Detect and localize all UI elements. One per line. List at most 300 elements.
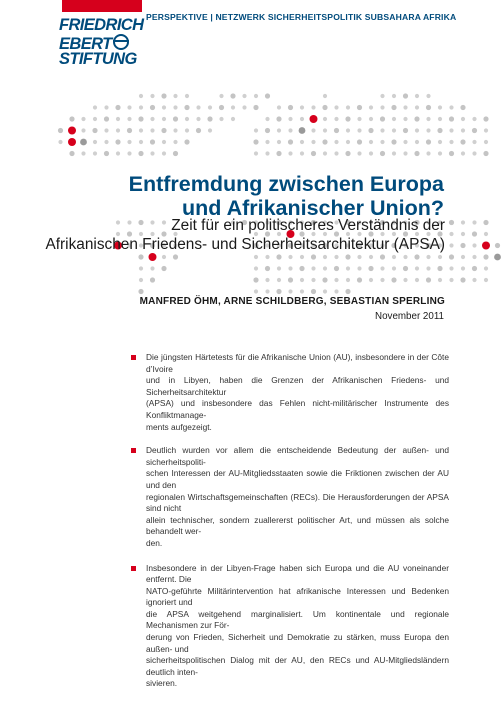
map-dot <box>219 117 223 121</box>
map-dot <box>403 140 407 144</box>
map-dot <box>438 278 442 282</box>
map-dot <box>150 105 155 110</box>
map-dot <box>92 128 97 133</box>
map-dot <box>162 151 166 155</box>
map-dot <box>323 94 327 98</box>
map-dot <box>93 140 97 144</box>
map-dot <box>299 266 304 271</box>
map-dot <box>162 255 166 259</box>
map-dot <box>138 116 143 121</box>
map-dot <box>161 266 166 271</box>
map-dot <box>414 116 419 121</box>
bullet-square-icon <box>131 448 136 453</box>
map-dot <box>357 105 362 110</box>
map-dot <box>403 266 408 271</box>
map-dot <box>173 254 178 259</box>
bullet-line: Deutlich wurden vor allem die entscheidende Bedeutung der außen- und sicherheitspoliti- <box>146 445 449 467</box>
map-dot <box>472 266 477 271</box>
map-dot-red <box>482 242 490 250</box>
map-dot <box>150 277 155 282</box>
bullet-line: und in Libyen, haben die Grenzen der Afrikanischen Friedens- und Sicherheitsarchitektur <box>146 375 449 397</box>
map-dot <box>58 140 62 144</box>
map-dot <box>93 151 97 155</box>
subtitle-line-1: Zeit für ein politischeres Verständnis der <box>171 217 445 234</box>
map-dot <box>219 105 224 110</box>
map-dot <box>277 128 281 132</box>
map-dot <box>173 128 177 132</box>
map-dot <box>391 139 396 144</box>
map-dot <box>277 140 281 144</box>
map-dot <box>472 128 477 133</box>
map-dot <box>265 140 269 144</box>
map-dot <box>104 105 108 109</box>
map-dot <box>426 139 431 144</box>
map-dot <box>288 139 293 144</box>
map-dot <box>449 232 453 236</box>
map-dot <box>139 128 143 132</box>
map-dot <box>265 289 269 293</box>
map-dot <box>116 117 120 121</box>
map-dot <box>69 151 74 156</box>
map-dot <box>196 117 200 121</box>
map-dot <box>426 277 431 282</box>
map-dot <box>173 116 178 121</box>
map-dot <box>461 266 465 270</box>
map-dot <box>173 105 177 109</box>
map-dot <box>449 254 454 259</box>
map-dot <box>254 94 258 98</box>
map-dot <box>461 232 465 236</box>
map-dot <box>380 266 384 270</box>
map-dot <box>391 277 396 282</box>
map-dot <box>461 117 465 121</box>
map-dot <box>426 151 430 155</box>
bullet-item <box>131 445 449 549</box>
map-dot <box>380 140 384 144</box>
map-dot <box>449 105 453 109</box>
map-dot <box>449 266 453 270</box>
map-dot <box>345 151 350 156</box>
logo-line-1: FRIEDRICH <box>59 16 144 34</box>
map-dot <box>254 266 258 270</box>
authors: MANFRED ÖHM, ARNE SCHILDBERG, SEBASTIAN SPERLING <box>139 296 445 307</box>
logo-line-2: EBERT <box>59 34 112 53</box>
map-dot <box>322 105 327 110</box>
map-dot <box>392 94 396 98</box>
map-dot <box>138 289 143 294</box>
map-dot <box>369 140 373 144</box>
map-dot <box>300 117 304 121</box>
map-dot <box>288 255 292 259</box>
map-dot <box>185 128 189 132</box>
map-dot <box>253 105 258 110</box>
map-dot <box>415 94 419 98</box>
map-dot <box>484 278 488 282</box>
map-dot <box>139 105 143 109</box>
map-dot <box>461 255 465 259</box>
map-dot <box>460 277 465 282</box>
map-dot <box>208 105 212 109</box>
series-title: PERSPEKTIVE | NETZWERK SICHERHEITSPOLITIK SUBSAHARA AFRIKA <box>146 12 457 22</box>
bullet-line: Die jüngsten Härtetests für die Afrikanische Union (AU), insbesondere in der Côte d’Ivoire <box>146 352 449 374</box>
map-dot <box>69 116 74 121</box>
title-line-2: und Afrikanischer Union? <box>182 196 444 220</box>
map-dot <box>323 266 327 270</box>
map-dot <box>334 266 339 271</box>
map-dot <box>438 255 442 259</box>
map-dot <box>334 255 338 259</box>
map-dot <box>231 105 235 109</box>
map-dot <box>150 266 154 270</box>
bullet-line: die APSA weitgehend marginalisiert. Um kontinentale und regionale Mechanismen zur För- <box>146 608 449 631</box>
map-dot <box>300 140 304 144</box>
map-dot <box>104 116 109 121</box>
map-dot <box>139 140 143 144</box>
map-dot <box>472 243 476 247</box>
map-dot <box>346 278 350 282</box>
map-dot-red <box>310 115 318 123</box>
map-dot <box>415 278 419 282</box>
map-dot <box>345 116 350 121</box>
map-dot <box>104 151 109 156</box>
map-dot <box>357 266 361 270</box>
map-dot <box>392 128 396 132</box>
map-dot <box>484 266 488 270</box>
summary-bullets <box>131 352 449 690</box>
map-dot <box>219 94 223 98</box>
map-dot <box>127 151 131 155</box>
map-dot <box>104 128 108 132</box>
map-dot <box>311 151 316 156</box>
map-dot <box>207 116 212 121</box>
map-dot <box>139 94 143 98</box>
map-dot <box>173 140 177 144</box>
map-dot <box>345 254 350 259</box>
map-dot <box>311 278 315 282</box>
map-dot <box>334 278 338 282</box>
map-dot <box>184 139 189 144</box>
map-dot <box>392 255 396 259</box>
map-dot <box>311 266 315 270</box>
map-dot <box>392 117 396 121</box>
map-dot <box>461 128 465 132</box>
map-dot <box>288 105 293 110</box>
map-dot <box>138 254 143 259</box>
title-line-1: Entfremdung zwischen Europa <box>128 172 444 196</box>
map-dot <box>81 117 85 121</box>
map-dot <box>426 255 430 259</box>
map-dot <box>369 255 373 259</box>
bullet-line: sicherheitspolitischen Dialog mit der AU, den RECs und AU-Mitgliedsländern deutlich inten- <box>146 655 449 677</box>
map-dot <box>161 128 166 133</box>
map-dot <box>276 254 281 259</box>
map-dot <box>265 128 270 133</box>
map-dot <box>461 151 465 155</box>
map-dot <box>391 105 396 110</box>
map-dot <box>311 254 316 259</box>
bullet-line: schen Interessen der AU-Mitgliedsstaaten sowie die Friktionen zwischen der AU und den <box>146 468 449 490</box>
map-dot <box>150 139 155 144</box>
map-dot <box>311 128 315 132</box>
map-dot <box>288 277 293 282</box>
map-dot <box>253 277 258 282</box>
map-dot <box>116 151 120 155</box>
map-dot <box>460 243 465 248</box>
map-dot <box>265 151 269 155</box>
map-dot <box>288 117 292 121</box>
map-dot <box>449 220 454 225</box>
map-dot <box>438 105 442 109</box>
map-dot <box>208 128 212 132</box>
map-dot <box>472 117 476 121</box>
map-dot <box>162 140 166 144</box>
map-dot <box>369 151 373 155</box>
map-dot-red <box>68 138 76 146</box>
bullet-item <box>131 352 449 433</box>
bullet-line: regionalen Wirtschaftsgemeinschaften (RECs). Die Herausforderungen der APSA sind nicht <box>146 491 449 514</box>
map-dot <box>162 117 166 121</box>
map-dot <box>403 151 407 155</box>
map-dot <box>426 266 430 270</box>
map-dot <box>323 255 327 259</box>
map-dot <box>380 128 384 132</box>
logo-line-3: STIFTUNG <box>59 50 137 68</box>
map-dot <box>300 255 304 259</box>
map-dot <box>288 151 292 155</box>
bullet-line: ments aufgezeigt. <box>146 421 212 432</box>
fes-logo <box>59 18 149 74</box>
map-dot <box>334 117 338 121</box>
map-dot <box>288 128 292 132</box>
map-dot <box>461 220 465 224</box>
map-dot <box>161 93 166 98</box>
map-dot <box>380 151 385 156</box>
map-dot <box>449 128 453 132</box>
map-dot <box>334 128 339 133</box>
map-dot <box>437 128 442 133</box>
map-dot <box>173 94 177 98</box>
map-dot <box>438 151 442 155</box>
bullet-item <box>131 563 449 691</box>
map-dot <box>392 266 396 270</box>
map-dot <box>357 128 361 132</box>
map-dot <box>415 105 419 109</box>
map-dot <box>346 140 350 144</box>
map-dot <box>185 117 189 121</box>
map-dot <box>472 151 476 155</box>
map-dot <box>426 117 430 121</box>
map-dot <box>254 289 258 293</box>
map-dot <box>265 255 269 259</box>
map-dot <box>288 266 292 270</box>
map-dot <box>403 278 407 282</box>
map-dot <box>392 151 396 155</box>
map-dot <box>311 289 316 294</box>
map-dot <box>357 117 361 121</box>
map-dot <box>415 140 419 144</box>
bullet-line: (APSA) und insbesondere das Fehlen nicht-militärischer Instrumente des Konfliktmanage- <box>146 398 449 420</box>
map-dot <box>80 139 87 146</box>
bullet-line: allein technischer, sondern zuallererst politischer Art, und müssen als solche behandelt wer- <box>146 514 449 537</box>
map-dot <box>265 266 270 271</box>
map-dot <box>265 93 270 98</box>
map-dot <box>437 266 442 271</box>
map-dot <box>323 128 327 132</box>
map-dot <box>415 266 419 270</box>
map-dot <box>346 105 350 109</box>
map-dot <box>288 289 292 293</box>
map-dot <box>369 105 373 109</box>
map-dot <box>322 277 327 282</box>
map-dot <box>300 105 304 109</box>
map-dot <box>334 151 338 155</box>
map-dot <box>484 232 488 236</box>
map-dot <box>277 266 281 270</box>
map-dot <box>449 116 454 121</box>
map-dot <box>127 105 131 109</box>
map-dot <box>403 117 407 121</box>
bullet-line: derung von Frieden, Sicherheit und Demokratie zu stärken, muss Europa den außen- und <box>146 632 449 654</box>
map-dot-red <box>149 253 157 261</box>
map-dot <box>276 289 281 294</box>
map-dot <box>460 139 465 144</box>
map-dot <box>265 278 269 282</box>
map-dot <box>380 278 384 282</box>
bullet-square-icon <box>131 355 136 360</box>
map-dot <box>403 128 408 133</box>
map-dot <box>380 94 384 98</box>
map-dot <box>472 220 476 224</box>
map-dot <box>150 117 154 121</box>
map-dot <box>438 140 442 144</box>
map-dot <box>483 220 488 225</box>
header-red-bar <box>62 0 142 12</box>
map-dot <box>323 151 327 155</box>
map-dot <box>139 278 143 282</box>
map-dot <box>231 117 235 121</box>
map-dot <box>483 151 488 156</box>
map-dot <box>93 117 97 121</box>
map-dot <box>483 116 488 121</box>
map-dot <box>196 128 201 133</box>
map-dot <box>242 94 246 98</box>
page-subtitle <box>25 217 445 254</box>
map-dot <box>357 255 361 259</box>
map-dot <box>116 128 120 132</box>
map-dot <box>230 93 235 98</box>
map-dot <box>253 139 258 144</box>
map-dot <box>254 151 258 155</box>
map-dot <box>323 289 327 293</box>
map-dot <box>300 151 304 155</box>
map-dot <box>184 105 189 110</box>
subtitle-line-2: Afrikanischen Friedens- und Sicherheitsarchitektur (APSA) <box>45 235 445 253</box>
publication-date: November 2011 <box>375 311 444 322</box>
map-dot <box>472 255 476 259</box>
map-dot <box>277 105 281 109</box>
map-dot <box>369 117 373 121</box>
map-dot <box>484 140 488 144</box>
map-dot <box>150 94 154 98</box>
map-dot <box>277 278 281 282</box>
map-dot <box>162 105 166 109</box>
map-dot <box>185 94 189 98</box>
map-dot <box>483 254 488 259</box>
map-dot <box>380 254 385 259</box>
bullet-line: Insbesondere in der Libyen-Frage haben sich Europa und die AU voneinander entfernt. Die <box>146 562 449 585</box>
map-dot <box>334 289 338 293</box>
map-dot <box>368 128 373 133</box>
map-dot <box>276 151 281 156</box>
map-dot <box>334 105 338 109</box>
map-dot <box>449 243 453 247</box>
map-dot <box>414 254 419 259</box>
map-dot <box>81 128 85 132</box>
map-dot <box>472 231 477 236</box>
bullet-line: den. <box>146 537 163 548</box>
map-dot <box>276 116 281 121</box>
map-dot <box>484 128 488 132</box>
map-dot <box>403 255 407 259</box>
map-dot <box>369 278 373 282</box>
page-title <box>44 172 444 220</box>
map-dot <box>472 278 476 282</box>
map-dot <box>93 105 97 109</box>
map-dot <box>334 140 338 144</box>
map-dot <box>346 128 350 132</box>
map-dot <box>414 151 419 156</box>
map-dot <box>300 289 304 293</box>
map-dot <box>449 140 453 144</box>
map-dot <box>173 151 178 156</box>
map-dot <box>150 128 154 132</box>
map-dot <box>150 151 154 155</box>
map-dot <box>127 128 132 133</box>
bullet-line: sivieren. <box>146 678 178 689</box>
map-dot <box>495 243 500 248</box>
map-dot <box>139 266 143 270</box>
map-dot <box>115 139 120 144</box>
map-dot <box>254 255 258 259</box>
map-dot <box>380 116 385 121</box>
map-dot <box>104 140 108 144</box>
map-dot <box>127 117 131 121</box>
map-dot <box>138 151 143 156</box>
map-dot <box>300 278 304 282</box>
map-dot <box>115 105 120 110</box>
map-dot <box>472 140 476 144</box>
map-dot <box>403 105 407 109</box>
map-dot <box>345 289 350 294</box>
map-dot <box>254 128 258 132</box>
map-dot <box>494 254 501 261</box>
map-dot <box>265 117 269 121</box>
map-dot <box>322 139 327 144</box>
map-dot <box>357 277 362 282</box>
map-dot <box>415 128 419 132</box>
bullet-line: NATO-geführte Militärintervention hat afrikanische Interessen und Bedenken ignoriert und <box>146 585 449 608</box>
map-dot <box>368 266 373 271</box>
map-dot <box>323 117 327 121</box>
map-dot <box>58 128 63 133</box>
map-dot <box>380 105 384 109</box>
map-dot <box>426 128 430 132</box>
map-dot <box>346 266 350 270</box>
map-dot <box>449 151 454 156</box>
map-dot <box>299 127 306 134</box>
map-dot <box>438 117 442 121</box>
map-dot <box>426 94 430 98</box>
